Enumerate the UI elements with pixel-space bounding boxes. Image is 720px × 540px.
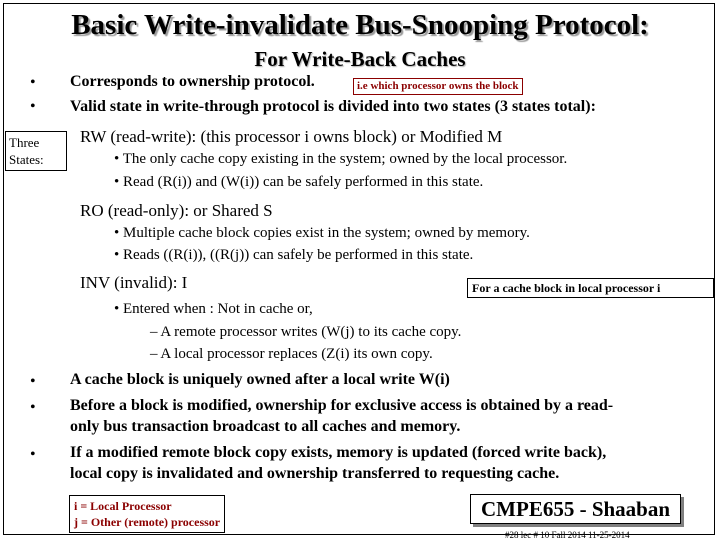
legend-remote-processor: j = Other (remote) processor: [74, 515, 221, 529]
three-states-line1: Three: [9, 135, 40, 150]
bullet-marker: •: [30, 373, 36, 390]
ro-state-heading: RO (read-only): or Shared S: [80, 201, 273, 220]
bullet-before-modified-line2: only bus transaction broadcast to all caches and memory.: [70, 418, 461, 435]
slide-title: Basic Write-invalidate Bus-Snooping Protocol:: [71, 9, 649, 41]
ro-item-1: • Multiple cache block copies exist in the system; owned by memory.: [114, 225, 530, 241]
bullet-modified-remote-line1: If a modified remote block copy exists, memory is updated (forced write back),: [70, 444, 607, 461]
bullet-unique-ownership: A cache block is uniquely owned after a local write W(i): [70, 371, 450, 388]
bullet-marker: •: [30, 446, 36, 463]
inv-subitem-2: – A local processor replaces (Z(i) its own copy.: [150, 346, 433, 362]
ro-item-2: • Reads ((R(i)), ((R(j)) can safely be performed in this state.: [114, 247, 474, 263]
local-processor-note: For a cache block in local processor i: [467, 278, 714, 298]
bullet-marker: •: [30, 399, 36, 416]
bullet-marker: •: [30, 98, 36, 115]
inv-state-heading: INV (invalid): I: [80, 273, 188, 292]
bullet-marker: •: [30, 74, 36, 91]
legend-local-processor: i = Local Processor: [74, 499, 172, 513]
three-states-label: [5, 131, 67, 171]
three-states-line2: States:: [9, 152, 44, 167]
processor-legend: [69, 495, 225, 533]
bullet-before-modified-line1: Before a block is modified, ownership for exclusive access is obtained by a read-: [70, 397, 614, 414]
slide-subtitle: For Write-Back Caches: [254, 47, 466, 71]
bullet-ownership: Corresponds to ownership protocol.: [70, 73, 315, 90]
inv-subitem-1: – A remote processor writes (W(j) to its cache copy.: [150, 324, 462, 340]
rw-state-heading: RW (read-write): (this processor i owns block) or Modified M: [80, 127, 503, 146]
inv-entered-when: • Entered when : Not in cache or,: [114, 301, 313, 317]
slide-footer: #28 lec # 10 Fall 2014 11-25-2014: [505, 530, 630, 540]
bullet-modified-remote-line2: local copy is invalidated and ownership transferred to requesting cache.: [70, 465, 560, 482]
rw-item-2: • Read (R(i)) and (W(i)) can be safely performed in this state.: [114, 174, 484, 190]
course-badge: CMPE655 - Shaaban: [470, 494, 681, 524]
ownership-note-box: i.e which processor owns the block: [353, 78, 523, 95]
rw-item-1: • The only cache copy existing in the system; owned by the local processor.: [114, 151, 568, 167]
bullet-valid-state: Valid state in write-through protocol is divided into two states (3 states total):: [70, 98, 596, 115]
